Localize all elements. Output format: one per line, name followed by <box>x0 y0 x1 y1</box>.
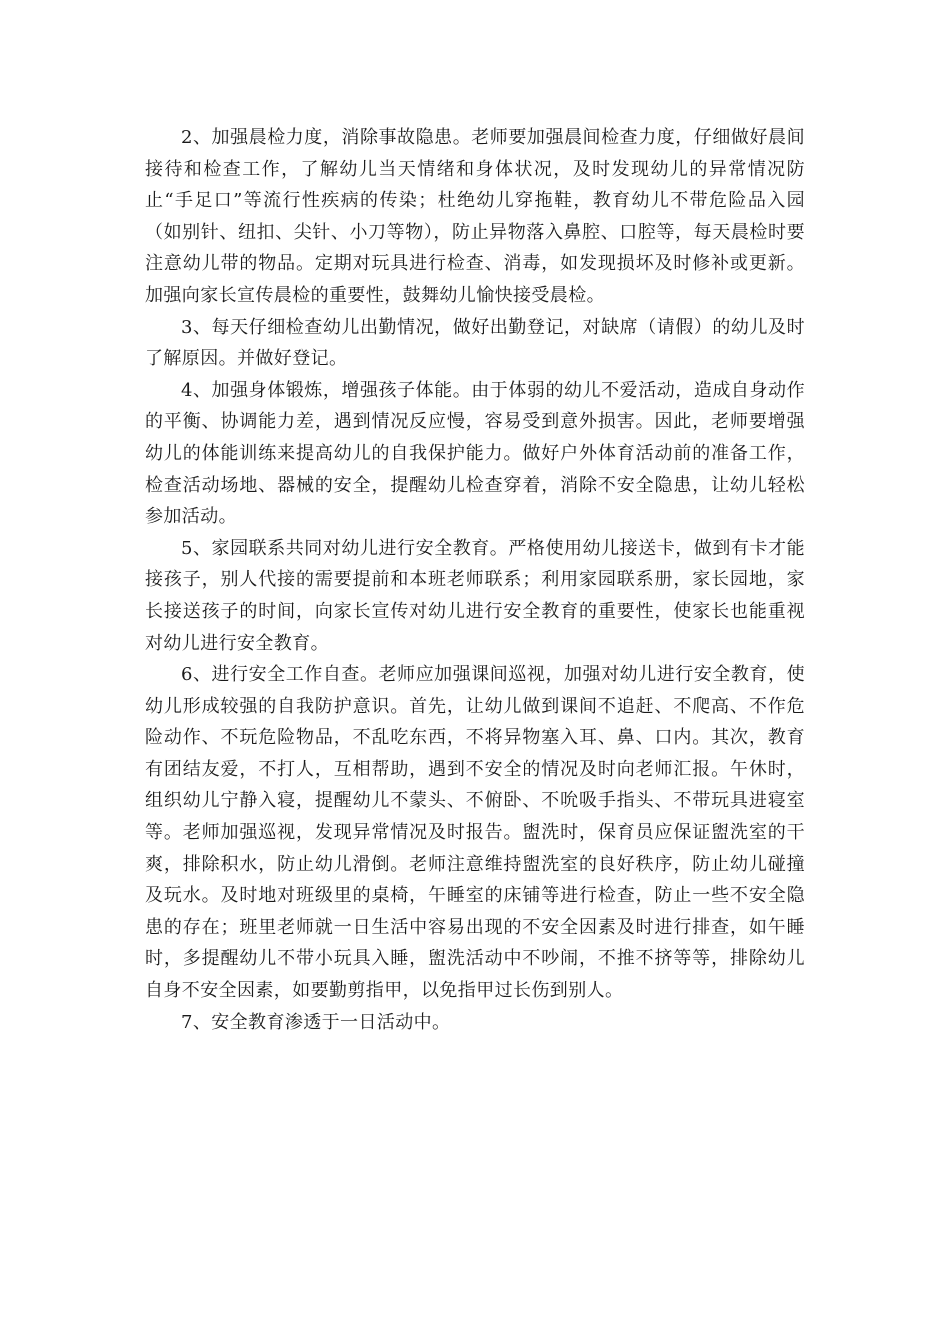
paragraph-self-inspection: 6、进行安全工作自查。老师应加强课间巡视，加强对幼儿进行安全教育，使幼儿形成较强的自我防护意识。首先，让幼儿做到课间不追赶、不爬高、不作危险动作、不玩危险物品，不乱吃东西，不将异物塞入耳、鼻、口内。其次，教育有团结友爱，不打人，互相帮助，遇到不安全的情况及时向老师汇报。午休时，组织幼儿宁静入寝，提醒幼儿不蒙头、不俯卧、不吮吸手指头、不带玩具进寝室等。老师加强巡视，发现异常情况及时报告。盥洗时，保育员应保证盥洗室的干爽，排除积水，防止幼儿滑倒。老师注意维持盥洗室的良好秩序，防止幼儿碰撞及玩水。及时地对班级里的桌椅，午睡室的床铺等进行检查，防止一些不安全隐患的存在；班里老师就一日生活中容易出现的不安全因素及时进行排查，如午睡时，多提醒幼儿不带小玩具入睡，盥洗活动中不吵闹，不推不挤等等，排除幼儿自身不安全因素，如要勤剪指甲，以免指甲过长伤到别人。 <box>145 664 805 1002</box>
paragraph-attendance: 3、每天仔细检查幼儿出勤情况，做好出勤登记，对缺席（请假）的幼儿及时了解原因。并做好登记。 <box>145 316 805 370</box>
paragraph-morning-check: 2、加强晨检力度，消除事故隐患。老师要加强晨间检查力度，仔细做好晨间接待和检查工作，了解幼儿当天情绪和身体状况，及时发现幼儿的异常情况防止“手足口”等流行性疾病的传染；杜绝幼儿穿拖鞋，教育幼儿不带危险品入园（如别针、纽扣、尖针、小刀等物），防止异物落入鼻腔、口腔等，每天晨检时要注意幼儿带的物品。定期对玩具进行检查、消毒，如发现损坏及时修补或更新。加强向家长宣传晨检的重要性，鼓舞幼儿愉快接受晨检。 <box>145 127 805 306</box>
document-body <box>145 122 805 1038</box>
paragraph-home-school-contact: 5、家园联系共同对幼儿进行安全教育。严格使用幼儿接送卡，做到有卡才能接孩子，别人代接的需要提前和本班老师联系；利用家园联系册，家长园地，家长接送孩子的时间，向家长宣传对幼儿进行安全教育的重要性，使家长也能重视对幼儿进行安全教育。 <box>145 537 805 654</box>
paragraph-physical-exercise: 4、加强身体锻炼，增强孩子体能。由于体弱的幼儿不爱活动，造成自身动作的平衡、协调能力差，遇到情况反应慢，容易受到意外损害。因此，老师要增强幼儿的体能训练来提高幼儿的自我保护能力。做好户外体育活动前的准备工作，检查活动场地、器械的安全，提醒幼儿检查穿着，消除不安全隐患，让幼儿轻松参加活动。 <box>145 379 805 528</box>
paragraph-daily-activities: 7、安全教育渗透于一日活动中。 <box>181 1011 451 1033</box>
